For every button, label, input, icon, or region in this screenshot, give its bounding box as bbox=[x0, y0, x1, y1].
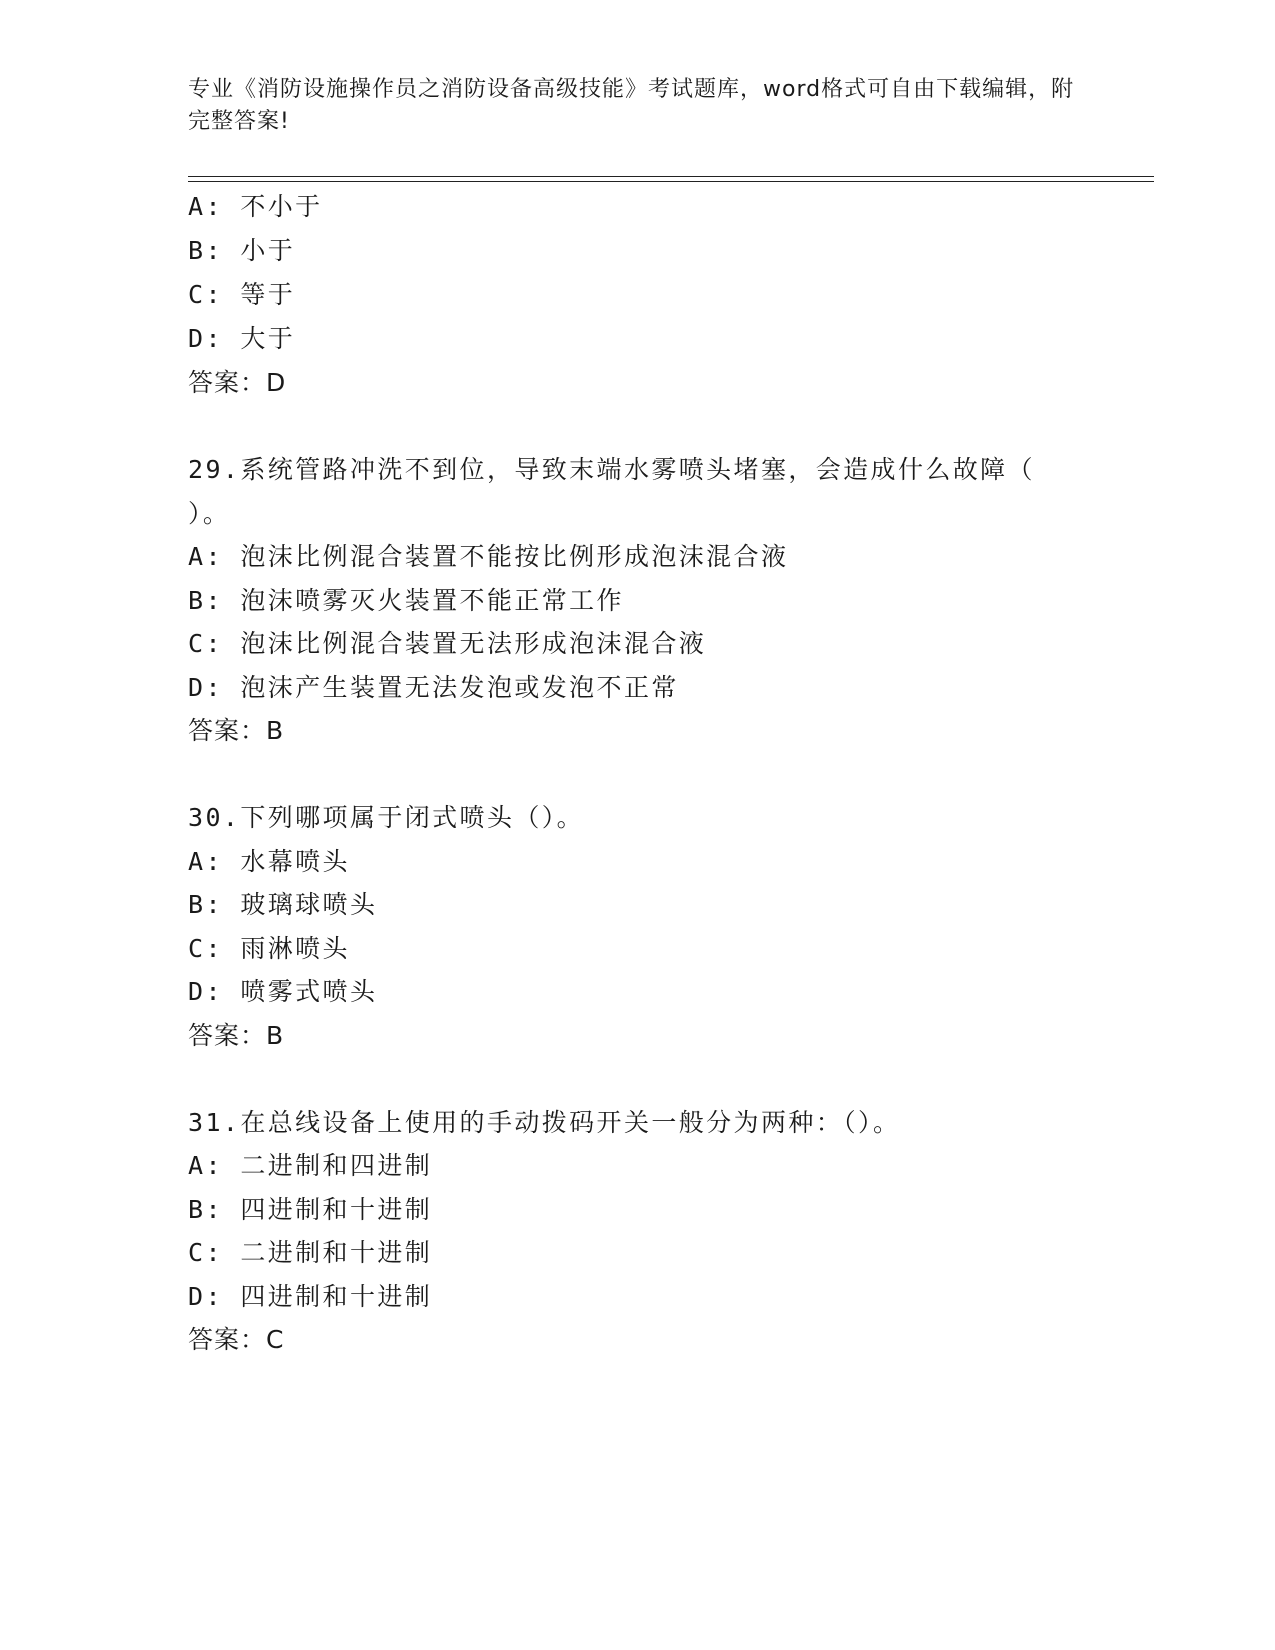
q29-option-c: C: 泡沫比例混合装置无法形成泡沫混合液 bbox=[188, 629, 707, 658]
q28-option-c: C: 等于 bbox=[188, 280, 296, 309]
header-divider-bottom bbox=[188, 181, 1154, 182]
q29-stem-line1: 29.系统管路冲洗不到位，导致末端水雾喷头堵塞，会造成什么故障（ bbox=[188, 455, 1035, 484]
q30-option-a: A: 水幕喷头 bbox=[188, 847, 350, 876]
document-header-intro: 专业《消防设施操作员之消防设备高级技能》考试题库，word格式可自由下载编辑，附完整答案! bbox=[188, 77, 1075, 134]
q29-answer: 答案：B bbox=[188, 716, 285, 745]
q31-option-b: B: 四进制和十进制 bbox=[188, 1195, 433, 1224]
q28-option-a: A: 不小于 bbox=[188, 192, 323, 221]
q30-option-c: C: 雨淋喷头 bbox=[188, 934, 350, 963]
q28-option-b: B: 小于 bbox=[188, 236, 296, 265]
q31-option-d: D: 四进制和十进制 bbox=[188, 1282, 433, 1311]
q30-option-b: B: 玻璃球喷头 bbox=[188, 890, 378, 919]
header-divider-top bbox=[188, 176, 1154, 177]
q31-stem: 31.在总线设备上使用的手动拨码开关一般分为两种：（）。 bbox=[188, 1108, 901, 1137]
q28-option-d: D: 大于 bbox=[188, 324, 296, 353]
q30-stem: 30.下列哪项属于闭式喷头（）。 bbox=[188, 803, 585, 832]
q28-answer: 答案：D bbox=[188, 368, 287, 397]
q29-stem-line2: ）。 bbox=[188, 499, 231, 528]
q30-answer: 答案：B bbox=[188, 1021, 285, 1050]
q31-option-a: A: 二进制和四进制 bbox=[188, 1151, 433, 1180]
q29-option-b: B: 泡沫喷雾灭火装置不能正常工作 bbox=[188, 586, 624, 615]
q31-answer: 答案：C bbox=[188, 1325, 285, 1354]
q31-option-c: C: 二进制和十进制 bbox=[188, 1238, 433, 1267]
q29-option-d: D: 泡沫产生装置无法发泡或发泡不正常 bbox=[188, 673, 679, 702]
q30-option-d: D: 喷雾式喷头 bbox=[188, 977, 378, 1006]
q29-option-a: A: 泡沫比例混合装置不能按比例形成泡沫混合液 bbox=[188, 542, 789, 571]
